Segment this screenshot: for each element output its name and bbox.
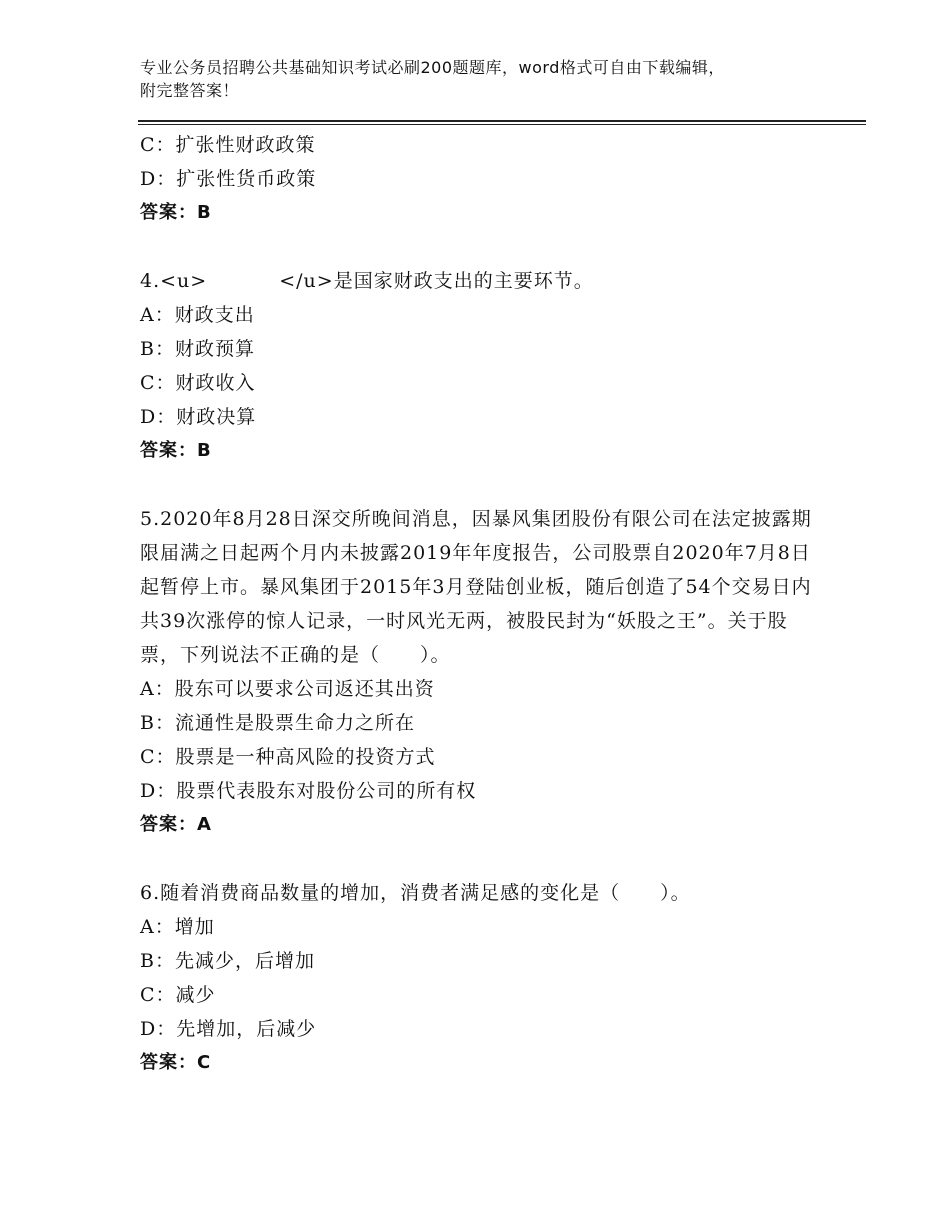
question-4-answer: 答案：B [140, 440, 212, 461]
question-5-stem: 5.2020年8月28日深交所晚间消息，因暴风集团股份有限公司在法定披露期限届满之日起两个月内未披露2019年年度报告，公司股票自2020年7月8日起暂停上市。暴风集团于2015年3月登陆创业板，随后创造了54个交易日内共39次涨停的惊人记录，一时风光无两，被股民封为“妖股之王”。关于股票，下列说法不正确的是（ ）。 [140, 508, 812, 666]
spacer [140, 468, 820, 502]
spacer [140, 230, 820, 264]
header-line-1: 专业公务员招聘公共基础知识考试必刷200题题库，word格式可自由下载编辑， [140, 58, 725, 77]
question-6 [140, 876, 820, 1080]
question-6-option-d: D：先增加，后减少 [140, 1018, 317, 1040]
question-4-option-b: B：财政预算 [140, 338, 255, 360]
question-5-option-b: B：流通性是股票生命力之所在 [140, 712, 415, 734]
question-4-stem-suffix: </u>是国家财政支出的主要环节。 [279, 270, 594, 292]
header-divider-thin [138, 124, 866, 125]
question-5-option-a: A：股东可以要求公司返还其出资 [140, 678, 435, 700]
question-3-option-d: D：扩张性货币政策 [140, 168, 317, 190]
question-6-option-c: C：减少 [140, 984, 216, 1006]
question-5 [140, 502, 820, 842]
question-5-option-d: D：股票代表股东对股份公司的所有权 [140, 780, 477, 802]
question-5-answer: 答案：A [140, 814, 212, 835]
question-4 [140, 264, 820, 468]
question-6-option-a: A：增加 [140, 916, 215, 938]
question-4-option-a: A：财政支出 [140, 304, 255, 326]
question-6-stem: 6.随着消费商品数量的增加，消费者满足感的变化是（ ）。 [140, 882, 691, 904]
question-3-option-c: C：扩张性财政政策 [140, 134, 316, 156]
page-header [140, 56, 830, 102]
question-6-answer: 答案：C [140, 1052, 212, 1073]
question-6-option-b: B：先减少，后增加 [140, 950, 315, 972]
spacer [140, 842, 820, 876]
question-3 [140, 128, 820, 230]
question-4-stem-prefix: 4.<u> [140, 270, 208, 292]
header-divider-thick [138, 120, 866, 122]
question-5-option-c: C：股票是一种高风险的投资方式 [140, 746, 436, 768]
question-list [140, 128, 820, 1080]
question-4-stem [140, 264, 820, 298]
question-3-answer: 答案：B [140, 202, 212, 223]
header-line-2: 附完整答案！ [140, 81, 240, 100]
question-4-option-c: C：财政收入 [140, 372, 256, 394]
question-4-option-d: D：财政决算 [140, 406, 257, 428]
